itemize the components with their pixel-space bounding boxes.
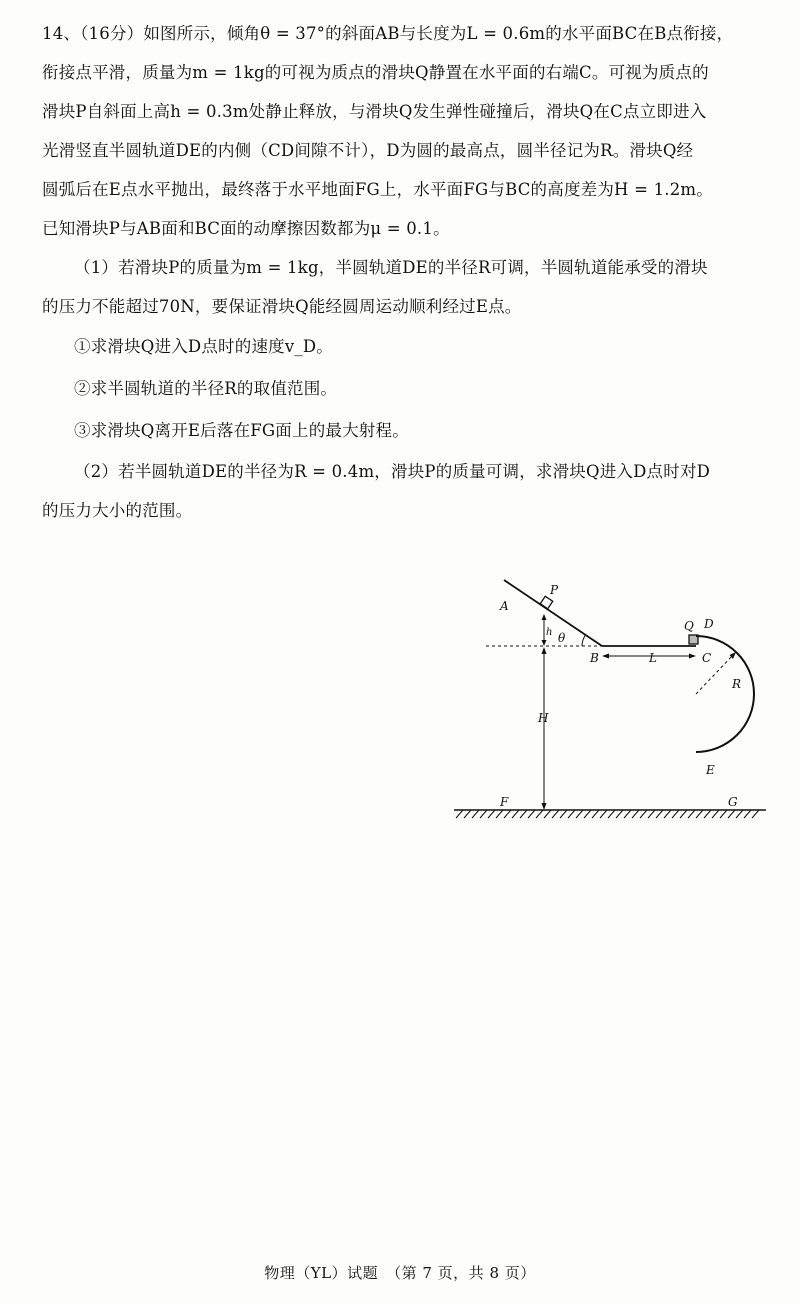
h-arrow-top bbox=[542, 614, 547, 620]
ground-hatching bbox=[456, 810, 759, 818]
h-arrow-bottom bbox=[542, 640, 547, 646]
intro-line-3: 滑块P自斜面上高h = 0.3m处静止释放，与滑块Q发生弹性碰撞后，滑块Q在C点立即进入 bbox=[42, 102, 707, 121]
part2-line-1: （2）若半圆轨道DE的半径为R = 0.4m，滑块P的质量可调，求滑块Q进入D点时对D bbox=[74, 462, 711, 481]
label-e: E bbox=[706, 763, 715, 777]
diagram-svg bbox=[444, 570, 774, 830]
label-b: B bbox=[590, 651, 599, 665]
page-footer: 物理（YL）试题 （第 7 页，共 8 页） bbox=[264, 1264, 536, 1282]
label-r: R bbox=[732, 677, 742, 691]
l-arrow-right bbox=[689, 654, 696, 659]
part2-line-2: 的压力大小的范围。 bbox=[42, 501, 193, 520]
problem-text bbox=[42, 14, 772, 530]
label-p: P bbox=[550, 583, 559, 597]
label-a: A bbox=[500, 599, 509, 613]
sub-question-3: ③求滑块Q离开E后落在FG面上的最大射程。 bbox=[74, 421, 409, 440]
physics-diagram bbox=[444, 570, 774, 830]
intro-line-6: 已知滑块P与AB面和BC面的动摩擦因数都为μ = 0.1。 bbox=[42, 219, 450, 238]
label-g: G bbox=[728, 795, 738, 809]
intro-line-2: 衔接点平滑，质量为m = 1kg的可视为质点的滑块Q静置在水平面的右端C。可视为质点的 bbox=[42, 63, 709, 82]
big-h-arrow-bottom bbox=[542, 803, 547, 810]
label-l: L bbox=[649, 651, 657, 665]
label-c: C bbox=[702, 651, 712, 665]
block-p bbox=[540, 596, 552, 608]
big-h-arrow-top bbox=[542, 647, 547, 654]
theta-arc bbox=[582, 635, 586, 646]
label-theta: θ bbox=[558, 631, 566, 645]
label-d: D bbox=[704, 617, 714, 631]
sub-question-1: ①求滑块Q进入D点时的速度v_D。 bbox=[74, 337, 333, 356]
intro-line-5: 圆弧后在E点水平抛出，最终落于水平地面FG上，水平面FG与BC的高度差为H = 1.2m。 bbox=[42, 180, 713, 199]
intro-line-4: 光滑竖直半圆轨道DE的内侧（CD间隙不计），D为圆的最高点，圆半径记为R。滑块Q经 bbox=[42, 141, 694, 160]
part1-line-2: 的压力不能超过70N，要保证滑块Q能经圆周运动顺利经过E点。 bbox=[42, 297, 522, 316]
label-h: h bbox=[546, 627, 553, 638]
part1-line-1: （1）若滑块P的质量为m = 1kg，半圆轨道DE的半径R可调，半圆轨道能承受的滑块 bbox=[74, 258, 708, 277]
l-arrow-left bbox=[602, 654, 609, 659]
label-big-h: H bbox=[538, 711, 549, 725]
label-q: Q bbox=[684, 619, 694, 633]
intro-line-1: 14、（16分）如图所示，倾角θ = 37°的斜面AB与长度为L = 0.6m的水平面BC在B点衔接， bbox=[42, 24, 734, 43]
sub-question-2: ②求半圆轨道的半径R的取值范围。 bbox=[74, 379, 338, 398]
label-f: F bbox=[500, 795, 509, 809]
